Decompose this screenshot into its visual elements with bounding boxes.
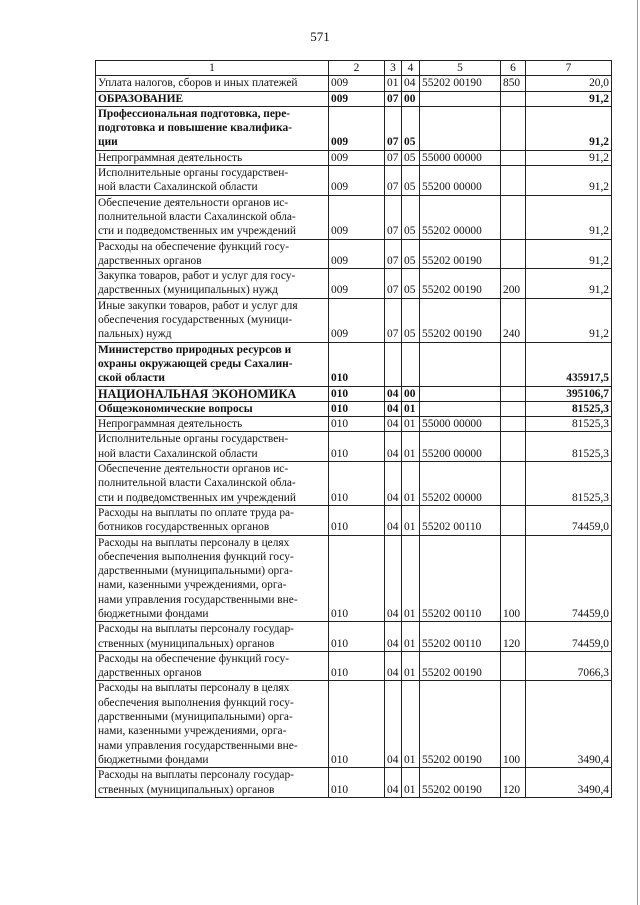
table-row (96, 166, 612, 196)
ministry-code: 009 (329, 195, 385, 239)
expense-type-code (501, 106, 526, 150)
amount: 81525,3 (526, 417, 612, 432)
amount: 3490,4 (526, 768, 612, 798)
table-row (96, 386, 612, 401)
row-name: Общеэкономические вопросы (96, 401, 329, 416)
table-row (96, 401, 612, 416)
ministry-code: 010 (329, 432, 385, 462)
amount: 81525,3 (526, 462, 612, 506)
expense-type-code: 850 (501, 76, 526, 91)
subsection-code: 05 (402, 166, 420, 196)
subsection-code: 05 (402, 150, 420, 165)
subsection-code: 01 (402, 681, 420, 768)
expense-type-code: 120 (501, 768, 526, 798)
target-article-code: 55202 00190 (420, 651, 501, 681)
row-name: Исполнительные органы государствен- ной власти Сахалинской области (96, 432, 329, 462)
target-article-code: 55200 00000 (420, 432, 501, 462)
target-article-code: 55202 00110 (420, 622, 501, 652)
row-name: Расходы на выплаты по оплате труда ра- ботников государственных органов (96, 505, 329, 535)
expense-type-code (501, 505, 526, 535)
row-name: Уплата налогов, сборов и иных платежей (96, 76, 329, 91)
subsection-code: 01 (402, 462, 420, 506)
row-name: Расходы на обеспечение функций госу- дарственных органов (96, 239, 329, 269)
target-article-code: 55200 00000 (420, 166, 501, 196)
amount: 81525,3 (526, 401, 612, 416)
subsection-code: 04 (402, 76, 420, 91)
target-article-code: 55202 00110 (420, 505, 501, 535)
subsection-code: 05 (402, 195, 420, 239)
amount: 91,2 (526, 269, 612, 299)
column-header: 2 (329, 61, 385, 76)
expense-type-code (501, 239, 526, 269)
target-article-code: 55000 00000 (420, 417, 501, 432)
target-article-code: 55202 00110 (420, 535, 501, 622)
column-header: 7 (526, 61, 612, 76)
subsection-code: 01 (402, 622, 420, 652)
ministry-code: 010 (329, 342, 385, 386)
row-name: Закупка товаров, работ и услуг для госу- дарственных (муниципальных) нужд (96, 269, 329, 299)
row-name: Расходы на обеспечение функций госу- дарственных органов (96, 651, 329, 681)
amount: 91,2 (526, 91, 612, 106)
expense-type-code (501, 195, 526, 239)
target-article-code: 55202 00190 (420, 239, 501, 269)
target-article-code: 55202 00190 (420, 298, 501, 342)
table-row (96, 432, 612, 462)
section-code: 07 (385, 195, 402, 239)
subsection-code: 01 (402, 768, 420, 798)
column-header: 3 (385, 61, 402, 76)
table-row (96, 342, 612, 386)
amount: 74459,0 (526, 622, 612, 652)
ministry-code: 009 (329, 269, 385, 299)
ministry-code: 010 (329, 651, 385, 681)
subsection-code: 01 (402, 401, 420, 416)
row-name: НАЦИОНАЛЬНАЯ ЭКОНОМИКА (96, 386, 329, 401)
budget-table (95, 60, 612, 798)
row-name: Исполнительные органы государствен- ной власти Сахалинской области (96, 166, 329, 196)
ministry-code: 009 (329, 298, 385, 342)
subsection-code: 01 (402, 535, 420, 622)
section-code: 04 (385, 535, 402, 622)
expense-type-code (501, 91, 526, 106)
section-code: 07 (385, 269, 402, 299)
section-code: 07 (385, 298, 402, 342)
section-code: 04 (385, 622, 402, 652)
amount: 74459,0 (526, 535, 612, 622)
table-row (96, 417, 612, 432)
section-code: 07 (385, 91, 402, 106)
amount: 20,0 (526, 76, 612, 91)
table-row (96, 535, 612, 622)
subsection-code (402, 342, 420, 386)
ministry-code: 010 (329, 505, 385, 535)
expense-type-code: 240 (501, 298, 526, 342)
section-code: 04 (385, 651, 402, 681)
target-article-code (420, 386, 501, 401)
ministry-code: 010 (329, 768, 385, 798)
ministry-code: 010 (329, 386, 385, 401)
row-name: Расходы на выплаты персоналу в целях обеспечения выполнения функций госу- дарственными (муниципальными) орга- нами, казенными учреждениями, орга- нами управления государственными вне- бюджетными фондами (96, 681, 329, 768)
expense-type-code (501, 462, 526, 506)
section-code: 07 (385, 150, 402, 165)
table-row (96, 150, 612, 165)
amount: 74459,0 (526, 505, 612, 535)
ministry-code: 010 (329, 417, 385, 432)
amount: 91,2 (526, 166, 612, 196)
row-name: Расходы на выплаты персоналу государ- ственных (муниципальных) органов (96, 622, 329, 652)
column-header: 5 (420, 61, 501, 76)
section-code: 07 (385, 239, 402, 269)
column-header: 6 (501, 61, 526, 76)
row-name: Непрограммная деятельность (96, 417, 329, 432)
row-name: Расходы на выплаты персоналу в целях обеспечения выполнения функций госу- дарственными (муниципальными) орга- нами, казенными учреждениями, орга- нами управления государственными вне- бюджетными фондами (96, 535, 329, 622)
section-code: 04 (385, 432, 402, 462)
subsection-code: 01 (402, 505, 420, 535)
expense-type-code: 120 (501, 622, 526, 652)
target-article-code (420, 91, 501, 106)
row-name: Обеспечение деятельности органов ис- полнительной власти Сахалинской обла- сти и подведомственных им учреждений (96, 462, 329, 506)
row-name: Профессиональная подготовка, пере- подготовка и повышение квалифика- ции (96, 106, 329, 150)
target-article-code: 55000 00000 (420, 150, 501, 165)
target-article-code (420, 401, 501, 416)
column-header: 4 (402, 61, 420, 76)
expense-type-code (501, 417, 526, 432)
table-row (96, 195, 612, 239)
row-name: Министерство природных ресурсов и охраны окружающей среды Сахалин- ской области (96, 342, 329, 386)
section-code: 04 (385, 462, 402, 506)
section-code: 07 (385, 106, 402, 150)
target-article-code: 55202 00000 (420, 462, 501, 506)
header-row (96, 61, 612, 76)
target-article-code: 55202 00190 (420, 269, 501, 299)
subsection-code: 05 (402, 298, 420, 342)
subsection-code: 01 (402, 417, 420, 432)
subsection-code: 01 (402, 651, 420, 681)
target-article-code: 55202 00190 (420, 76, 501, 91)
amount: 91,2 (526, 239, 612, 269)
expense-type-code: 200 (501, 269, 526, 299)
ministry-code: 009 (329, 150, 385, 165)
row-name: Иные закупки товаров, работ и услуг для обеспечения государственных (муници- пальных) нужд (96, 298, 329, 342)
expense-type-code: 100 (501, 681, 526, 768)
section-code: 04 (385, 505, 402, 535)
table-body (96, 76, 612, 798)
amount: 3490,4 (526, 681, 612, 768)
target-article-code (420, 342, 501, 386)
subsection-code: 00 (402, 386, 420, 401)
target-article-code: 55202 00190 (420, 768, 501, 798)
ministry-code: 009 (329, 106, 385, 150)
ministry-code: 010 (329, 462, 385, 506)
table-row (96, 76, 612, 91)
expense-type-code (501, 432, 526, 462)
row-name: Расходы на выплаты персоналу государ- ственных (муниципальных) органов (96, 768, 329, 798)
subsection-code: 00 (402, 91, 420, 106)
section-code: 04 (385, 417, 402, 432)
section-code: 04 (385, 768, 402, 798)
expense-type-code (501, 166, 526, 196)
table-row (96, 298, 612, 342)
ministry-code: 010 (329, 401, 385, 416)
subsection-code: 05 (402, 239, 420, 269)
ministry-code: 010 (329, 622, 385, 652)
expense-type-code (501, 342, 526, 386)
section-code: 04 (385, 681, 402, 768)
table-row (96, 681, 612, 768)
section-code: 01 (385, 76, 402, 91)
column-header: 1 (96, 61, 329, 76)
target-article-code: 55202 00190 (420, 681, 501, 768)
table-row (96, 239, 612, 269)
amount: 91,2 (526, 298, 612, 342)
amount: 395106,7 (526, 386, 612, 401)
amount: 7066,3 (526, 651, 612, 681)
ministry-code: 009 (329, 76, 385, 91)
ministry-code: 010 (329, 535, 385, 622)
amount: 91,2 (526, 150, 612, 165)
target-article-code: 55202 00000 (420, 195, 501, 239)
table-row (96, 651, 612, 681)
section-code: 04 (385, 401, 402, 416)
ministry-code: 010 (329, 681, 385, 768)
table-row (96, 505, 612, 535)
expense-type-code (501, 651, 526, 681)
table-row (96, 462, 612, 506)
amount: 435917,5 (526, 342, 612, 386)
expense-type-code: 100 (501, 535, 526, 622)
subsection-code: 01 (402, 432, 420, 462)
row-name: Непрограммная деятельность (96, 150, 329, 165)
target-article-code (420, 106, 501, 150)
table-row (96, 91, 612, 106)
table-row (96, 622, 612, 652)
amount: 91,2 (526, 195, 612, 239)
section-code (385, 342, 402, 386)
subsection-code: 05 (402, 106, 420, 150)
expense-type-code (501, 150, 526, 165)
amount: 91,2 (526, 106, 612, 150)
section-code: 04 (385, 386, 402, 401)
ministry-code: 009 (329, 239, 385, 269)
page-number: 571 (310, 29, 330, 44)
row-name: Обеспечение деятельности органов ис- полнительной власти Сахалинской обла- сти и подведомственных им учреждений (96, 195, 329, 239)
page-edge-line (637, 0, 638, 905)
table-row (96, 768, 612, 798)
table-row (96, 269, 612, 299)
subsection-code: 05 (402, 269, 420, 299)
expense-type-code (501, 386, 526, 401)
ministry-code: 009 (329, 91, 385, 106)
table-row (96, 106, 612, 150)
section-code: 07 (385, 166, 402, 196)
amount: 81525,3 (526, 432, 612, 462)
row-name: ОБРАЗОВАНИЕ (96, 91, 329, 106)
expense-type-code (501, 401, 526, 416)
ministry-code: 009 (329, 166, 385, 196)
